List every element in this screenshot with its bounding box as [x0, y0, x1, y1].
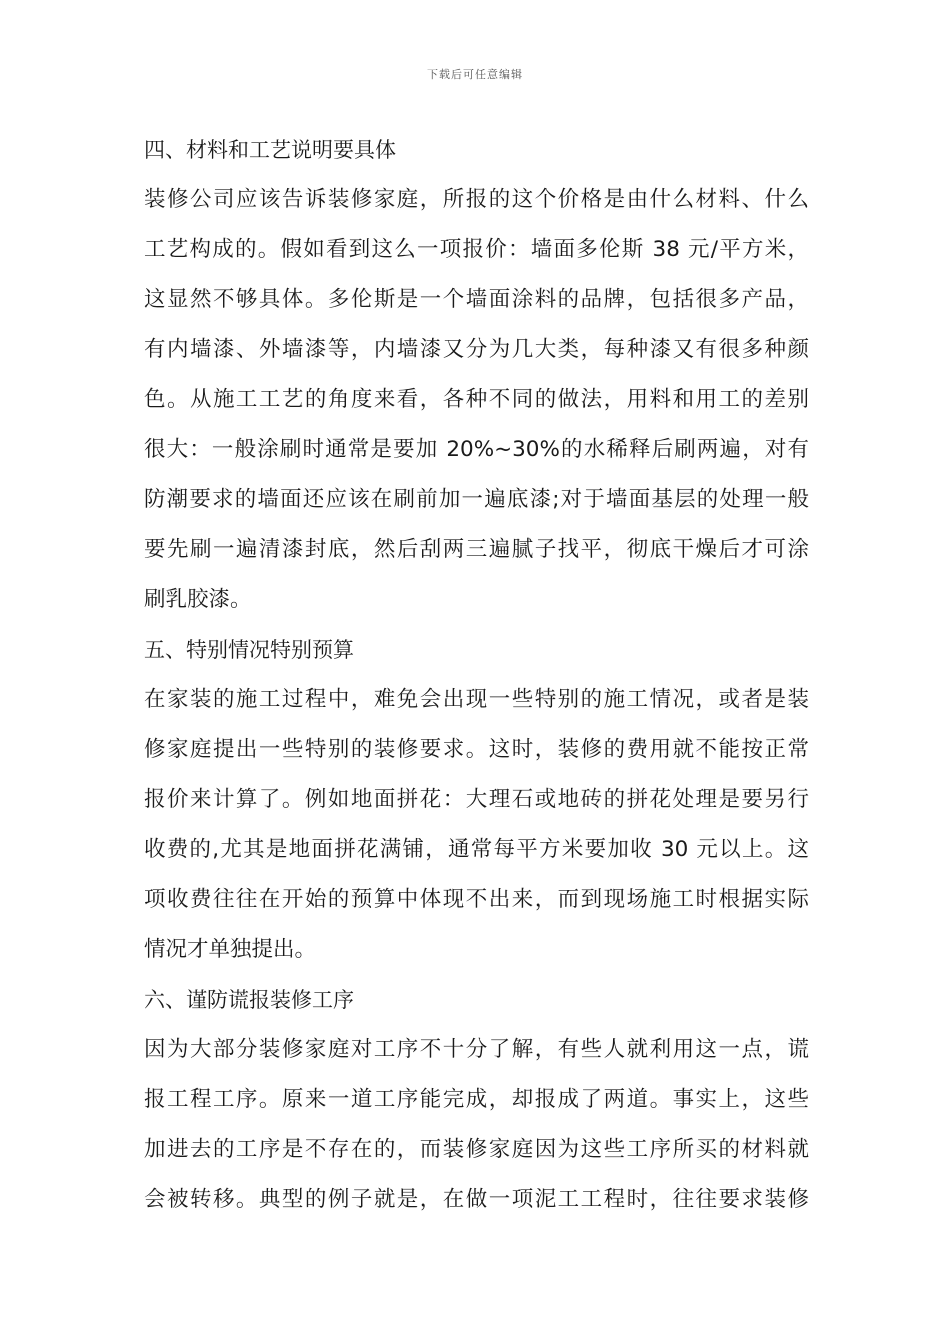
section-heading-false-procedures: 六、谨防谎报装修工序	[144, 988, 354, 1012]
paragraph-line: 报工程工序。原来一道工序能完成，却报成了两道。事实上，这些	[144, 1087, 809, 1112]
paragraph-line: 色。从施工工艺的角度来看，各种不同的做法，用料和用工的差别	[144, 387, 809, 412]
paragraph-line: 报价来计算了。例如地面拼花：大理石或地砖的拼花处理是要另行	[144, 787, 809, 812]
paragraph-line: 项收费往往在开始的预算中体现不出来，而到现场施工时根据实际	[144, 887, 809, 912]
section-heading-materials: 四、材料和工艺说明要具体	[144, 138, 396, 162]
paragraph-line: 情况才单独提出。	[144, 937, 317, 962]
paragraph-line: 会被转移。典型的例子就是，在做一项泥工工程时，往往要求装修	[144, 1187, 809, 1212]
paragraph-line: 加进去的工序是不存在的，而装修家庭因为这些工序所买的材料就	[144, 1137, 809, 1162]
paragraph-line: 收费的,尤其是地面拼花满铺，通常每平方米要加收 30 元以上。这	[144, 837, 809, 862]
paragraph-line: 修家庭提出一些特别的装修要求。这时，装修的费用就不能按正常	[144, 737, 809, 762]
paragraph-line: 刷乳胶漆。	[144, 587, 252, 612]
paragraph-line: 有内墙漆、外墙漆等，内墙漆又分为几大类，每种漆又有很多种颜	[144, 337, 809, 362]
paragraph-line: 这显然不够具体。多伦斯是一个墙面涂料的品牌，包括很多产品，	[144, 287, 809, 312]
paragraph-line: 防潮要求的墙面还应该在刷前加一遍底漆;对于墙面基层的处理一般	[144, 487, 809, 512]
paragraph-line: 在家装的施工过程中，难免会出现一些特别的施工情况，或者是装	[144, 687, 809, 712]
paragraph-line: 要先刷一遍清漆封底，然后刮两三遍腻子找平，彻底干燥后才可涂	[144, 537, 809, 562]
section-heading-special-budget: 五、特别情况特别预算	[144, 638, 354, 662]
document-body	[144, 125, 809, 1225]
paragraph-line: 因为大部分装修家庭对工序不十分了解，有些人就利用这一点，谎	[144, 1037, 809, 1062]
page-header: 下载后可任意编辑	[427, 68, 523, 81]
paragraph-line: 很大：一般涂刷时通常是要加 20%~30%的水稀释后刷两遍，对有	[144, 437, 809, 462]
paragraph-line: 工艺构成的。假如看到这么一项报价：墙面多伦斯 38 元/平方米，	[144, 237, 809, 262]
paragraph-line: 装修公司应该告诉装修家庭，所报的这个价格是由什么材料、什么	[144, 187, 809, 212]
